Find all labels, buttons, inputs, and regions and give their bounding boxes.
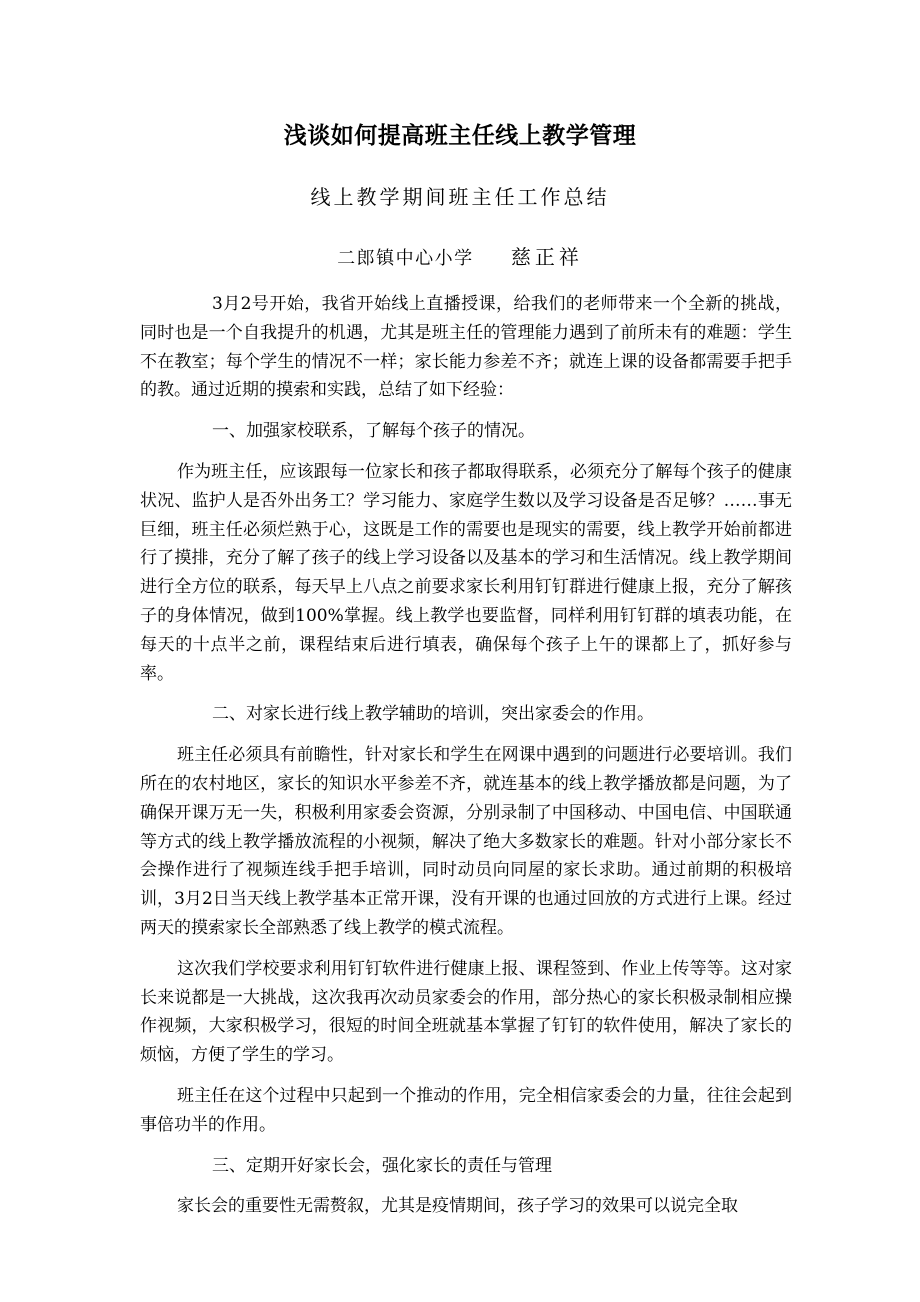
author-line — [0, 240, 920, 276]
school-name: 二郎镇中心小学 — [337, 248, 474, 269]
section-heading-3: 三、定期开好家长会，强化家长的责任与管理 — [212, 1155, 552, 1176]
paragraph-2: 班主任必须具有前瞻性，针对家长和学生在网课中遇到的问题进行必要培训。我们所在的农村地区，家长的知识水平参差不齐，就连基本的线上教学播放都是问题，为了确保开课万无一失，积极利用家委会资源，分别录制了中国移动、中国电信、中国联通等方式的线上教学播放流程的小视频，解决了绝大多数家长的难题。针对小部分家长不会操作进行了视频连线手把手培训，同时动员向同屋的家长求助。通过前期的积极培训，3月2日当天线上教学基本正常开课，没有开课的也通过回放的方式进行上课。经过两天的摸索家长全部熟悉了线上教学的模式流程。 — [140, 745, 792, 938]
paragraph-3: 这次我们学校要求利用钉钉软件进行健康上报、课程签到、作业上传等等。这对家长来说都是一大挑战，这次我再次动员家委会的作用，部分热心的家长积极录制相应操作视频，大家积极学习，很短的时间全班就基本掌握了钉钉的软件使用，解决了家长的烦恼，方便了学生的学习。 — [140, 958, 792, 1066]
paragraph-5: 家长会的重要性无需赘叙，尤其是疫情期间，孩子学习的效果可以说完全取 — [177, 1196, 738, 1217]
paragraph-1: 作为班主任，应该跟每一位家长和孩子都取得联系，必须充分了解每个孩子的健康状况、监护人是否外出务工？学习能力、家庭学生数以及学习设备是否足够？……事无巨细，班主任必须烂熟于心，这既是工作的需要也是现实的需要，线上教学开始前都进行了摸排，充分了解了孩子的线上学习设备以及基本的学习和生活情况。线上教学期间进行全方位的联系，每天早上八点之前要求家长利用钉钉群进行健康上报，充分了解孩子的身体情况，做到100%掌握。线上教学也要监督，同样利用钉钉群的填表功能，在每天的十点半之前，课程结束后进行填表，确保每个孩子上午的课都上了，抓好参与率。 — [140, 461, 792, 684]
paragraph-4: 班主任在这个过程中只起到一个推动的作用，完全相信家委会的力量，往往会起到事倍功半的作用。 — [140, 1085, 792, 1135]
section-heading-1: 一、加强家校联系，了解每个孩子的情况。 — [212, 421, 535, 442]
document-subtitle: 线上教学期间班主任工作总结 — [310, 185, 610, 209]
intro-paragraph: 3月2号开始，我省开始线上直播授课，给我们的老师带来一个全新的挑战，同时也是一个自我提升的机遇，尤其是班主任的管理能力遇到了前所未有的难题：学生不在教室；每个学生的情况不一样；家长能力参差不齐；就连上课的设备都需要手把手的教。通过近期的摸索和实践，总结了如下经验： — [140, 294, 792, 401]
section-heading-2: 二、对家长进行线上教学辅助的培训，突出家委会的作用。 — [212, 704, 654, 725]
author-name: 慈正祥 — [510, 245, 583, 269]
document-title: 浅谈如何提高班主任线上教学管理 — [283, 123, 637, 149]
body-text — [140, 290, 792, 1233]
